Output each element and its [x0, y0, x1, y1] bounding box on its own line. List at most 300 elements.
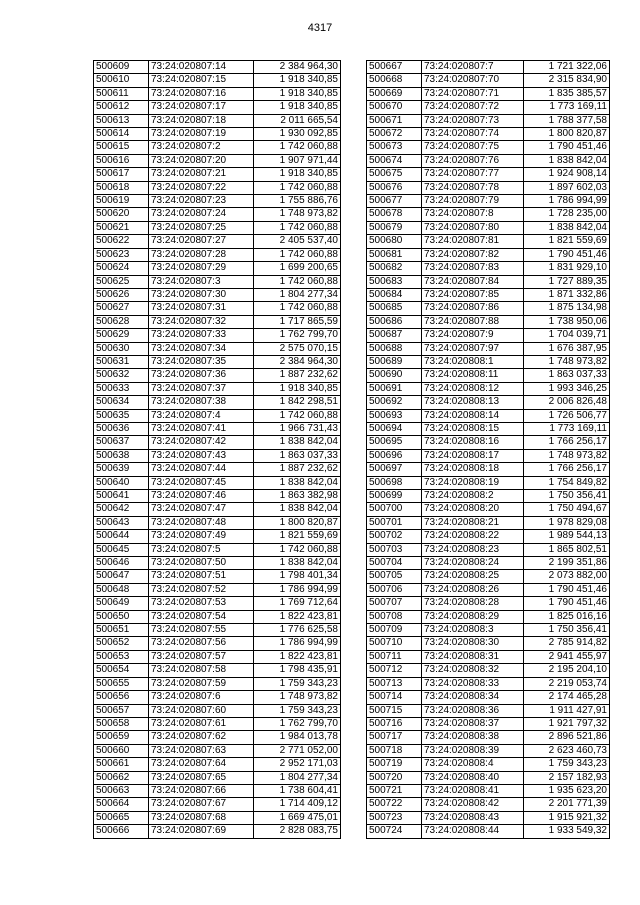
table-row [94, 597, 341, 610]
row-number: 500652 [94, 637, 149, 650]
cadastral-number: 73:24:020807:50 [149, 557, 254, 570]
table-row [94, 637, 341, 650]
cadastral-number: 73:24:020807:53 [149, 597, 254, 610]
cadastral-value: 1 918 340,85 [254, 382, 341, 395]
table-row [367, 288, 610, 301]
table-row [94, 168, 341, 181]
table-row [94, 503, 341, 516]
table-row [94, 355, 341, 368]
row-number: 500625 [94, 275, 149, 288]
table-row [367, 101, 610, 114]
cadastral-value: 1 748 973,82 [524, 449, 610, 462]
cadastral-value: 2 384 964,30 [254, 61, 341, 74]
cadastral-value: 1 822 423,81 [254, 650, 341, 663]
cadastral-number: 73:24:020807:48 [149, 516, 254, 529]
row-number: 500693 [367, 409, 422, 422]
row-number: 500638 [94, 449, 149, 462]
row-number: 500668 [367, 74, 422, 87]
cadastral-value: 1 918 340,85 [254, 168, 341, 181]
cadastral-number: 73:24:020808:18 [422, 463, 524, 476]
cadastral-value: 2 174 465,28 [524, 691, 610, 704]
table-row [367, 449, 610, 462]
table-row [367, 436, 610, 449]
table-row [94, 463, 341, 476]
cadastral-number: 73:24:020807:27 [149, 235, 254, 248]
table-row [94, 181, 341, 194]
row-number: 500678 [367, 208, 422, 221]
cadastral-value: 1 748 973,82 [254, 208, 341, 221]
row-number: 500695 [367, 436, 422, 449]
table-row [367, 597, 610, 610]
cadastral-value: 2 941 455,97 [524, 650, 610, 663]
cadastral-number: 73:24:020807:62 [149, 731, 254, 744]
cadastral-number: 73:24:020808:40 [422, 771, 524, 784]
row-number: 500648 [94, 583, 149, 596]
cadastral-value: 1 750 494,67 [524, 503, 610, 516]
row-number: 500681 [367, 248, 422, 261]
cadastral-value: 2 199 351,86 [524, 557, 610, 570]
table-row [367, 784, 610, 797]
table-row [367, 530, 610, 543]
cadastral-number: 73:24:020807:44 [149, 463, 254, 476]
cadastral-number: 73:24:020807:66 [149, 784, 254, 797]
cadastral-value: 1 726 506,77 [524, 409, 610, 422]
row-number: 500615 [94, 141, 149, 154]
cadastral-value: 2 011 665,54 [254, 114, 341, 127]
cadastral-number: 73:24:020808:29 [422, 610, 524, 623]
table-row [94, 516, 341, 529]
row-number: 500680 [367, 235, 422, 248]
table-row [367, 181, 610, 194]
cadastral-number: 73:24:020807:63 [149, 744, 254, 757]
table-row [367, 195, 610, 208]
cadastral-value: 1 669 475,01 [254, 811, 341, 824]
cadastral-number: 73:24:020807:47 [149, 503, 254, 516]
cadastral-number: 73:24:020808:2 [422, 490, 524, 503]
row-number: 500702 [367, 530, 422, 543]
row-number: 500672 [367, 128, 422, 141]
cadastral-value: 1 897 602,03 [524, 181, 610, 194]
row-number: 500660 [94, 744, 149, 757]
row-number: 500690 [367, 369, 422, 382]
cadastral-value: 1 804 277,34 [254, 771, 341, 784]
cadastral-number: 73:24:020808:32 [422, 664, 524, 677]
cadastral-value: 2 384 964,30 [254, 355, 341, 368]
table-row [94, 369, 341, 382]
row-number: 500705 [367, 570, 422, 583]
cadastral-value: 1 831 929,10 [524, 262, 610, 275]
row-number: 500712 [367, 664, 422, 677]
row-number: 500642 [94, 503, 149, 516]
row-number: 500706 [367, 583, 422, 596]
cadastral-number: 73:24:020808:41 [422, 784, 524, 797]
cadastral-value: 1 842 298,51 [254, 396, 341, 409]
cadastral-value: 1 875 134,98 [524, 302, 610, 315]
table-row [367, 825, 610, 838]
cadastral-value: 1 821 559,69 [254, 530, 341, 543]
table-row [94, 382, 341, 395]
table-row [367, 114, 610, 127]
table-row [367, 610, 610, 623]
cadastral-value: 1 755 886,76 [254, 195, 341, 208]
table-row [367, 463, 610, 476]
row-number: 500621 [94, 221, 149, 234]
table-row [94, 262, 341, 275]
row-number: 500646 [94, 557, 149, 570]
cadastral-value: 1 742 060,88 [254, 275, 341, 288]
cadastral-number: 73:24:020807:23 [149, 195, 254, 208]
row-number: 500697 [367, 463, 422, 476]
table-row [94, 624, 341, 637]
cadastral-number: 73:24:020807:29 [149, 262, 254, 275]
row-number: 500675 [367, 168, 422, 181]
cadastral-number: 73:24:020807:3 [149, 275, 254, 288]
row-number: 500666 [94, 825, 149, 838]
row-number: 500673 [367, 141, 422, 154]
cadastral-value: 1 838 842,04 [254, 476, 341, 489]
row-number: 500633 [94, 382, 149, 395]
table-row [367, 275, 610, 288]
cadastral-value: 1 788 377,58 [524, 114, 610, 127]
row-number: 500722 [367, 798, 422, 811]
table-row [367, 503, 610, 516]
cadastral-value: 2 157 182,93 [524, 771, 610, 784]
cadastral-value: 1 798 401,34 [254, 570, 341, 583]
table-row [367, 369, 610, 382]
cadastral-value: 1 759 343,23 [254, 704, 341, 717]
cadastral-number: 73:24:020808:33 [422, 677, 524, 690]
row-number: 500663 [94, 784, 149, 797]
cadastral-number: 73:24:020807:80 [422, 221, 524, 234]
cadastral-number: 73:24:020807:30 [149, 288, 254, 301]
cadastral-value: 2 623 460,73 [524, 744, 610, 757]
table-row [94, 154, 341, 167]
cadastral-number: 73:24:020807:75 [422, 141, 524, 154]
row-number: 500626 [94, 288, 149, 301]
cadastral-value-table-right [366, 60, 610, 839]
cadastral-number: 73:24:020807:77 [422, 168, 524, 181]
row-number: 500688 [367, 342, 422, 355]
cadastral-value: 1 742 060,88 [254, 181, 341, 194]
cadastral-value: 1 773 169,11 [524, 101, 610, 114]
table-row [367, 396, 610, 409]
table-row [367, 382, 610, 395]
row-number: 500627 [94, 302, 149, 315]
cadastral-number: 73:24:020807:86 [422, 302, 524, 315]
cadastral-number: 73:24:020808:31 [422, 650, 524, 663]
table-row [94, 221, 341, 234]
row-number: 500701 [367, 516, 422, 529]
table-row [367, 315, 610, 328]
cadastral-number: 73:24:020807:36 [149, 369, 254, 382]
row-number: 500656 [94, 691, 149, 704]
cadastral-number: 73:24:020807:64 [149, 758, 254, 771]
row-number: 500620 [94, 208, 149, 221]
cadastral-number: 73:24:020807:38 [149, 396, 254, 409]
cadastral-number: 73:24:020807:16 [149, 87, 254, 100]
cadastral-number: 73:24:020807:65 [149, 771, 254, 784]
table-row [94, 195, 341, 208]
cadastral-number: 73:24:020807:22 [149, 181, 254, 194]
row-number: 500655 [94, 677, 149, 690]
row-number: 500710 [367, 637, 422, 650]
cadastral-value: 1 742 060,88 [254, 248, 341, 261]
table-row [367, 543, 610, 556]
cadastral-number: 73:24:020807:61 [149, 717, 254, 730]
cadastral-number: 73:24:020807:60 [149, 704, 254, 717]
cadastral-number: 73:24:020807:24 [149, 208, 254, 221]
cadastral-number: 73:24:020808:42 [422, 798, 524, 811]
cadastral-value: 2 828 083,75 [254, 825, 341, 838]
cadastral-number: 73:24:020807:57 [149, 650, 254, 663]
row-number: 500613 [94, 114, 149, 127]
table-row [94, 476, 341, 489]
cadastral-number: 73:24:020808:14 [422, 409, 524, 422]
cadastral-number: 73:24:020807:74 [422, 128, 524, 141]
cadastral-value: 1 766 256,17 [524, 463, 610, 476]
table-row [94, 664, 341, 677]
row-number: 500713 [367, 677, 422, 690]
row-number: 500684 [367, 288, 422, 301]
cadastral-number: 73:24:020807:31 [149, 302, 254, 315]
cadastral-value: 1 776 625,58 [254, 624, 341, 637]
row-number: 500618 [94, 181, 149, 194]
table-row [94, 235, 341, 248]
cadastral-value: 1 924 908,14 [524, 168, 610, 181]
row-number: 500683 [367, 275, 422, 288]
row-number: 500617 [94, 168, 149, 181]
row-number: 500651 [94, 624, 149, 637]
cadastral-value: 2 952 171,03 [254, 758, 341, 771]
cadastral-number: 73:24:020807:34 [149, 342, 254, 355]
cadastral-value: 1 786 994,99 [254, 637, 341, 650]
cadastral-value: 1 728 235,00 [524, 208, 610, 221]
cadastral-value: 1 762 799,70 [254, 717, 341, 730]
cadastral-number: 73:24:020807:52 [149, 583, 254, 596]
cadastral-number: 73:24:020807:45 [149, 476, 254, 489]
row-number: 500721 [367, 784, 422, 797]
table-row [367, 637, 610, 650]
cadastral-number: 73:24:020808:15 [422, 422, 524, 435]
row-number: 500614 [94, 128, 149, 141]
row-number: 500711 [367, 650, 422, 663]
cadastral-value: 1 838 842,04 [254, 503, 341, 516]
row-number: 500692 [367, 396, 422, 409]
cadastral-number: 73:24:020807:76 [422, 154, 524, 167]
table-row [367, 329, 610, 342]
row-number: 500630 [94, 342, 149, 355]
row-number: 500629 [94, 329, 149, 342]
cadastral-number: 73:24:020808:22 [422, 530, 524, 543]
row-number: 500700 [367, 503, 422, 516]
cadastral-value: 1 911 427,91 [524, 704, 610, 717]
table-row [94, 704, 341, 717]
cadastral-number: 73:24:020807:41 [149, 422, 254, 435]
row-number: 500649 [94, 597, 149, 610]
table-row [367, 208, 610, 221]
cadastral-number: 73:24:020807:46 [149, 490, 254, 503]
cadastral-number: 73:24:020807:8 [422, 208, 524, 221]
cadastral-value: 1 915 921,32 [524, 811, 610, 824]
cadastral-number: 73:24:020807:2 [149, 141, 254, 154]
cadastral-number: 73:24:020808:37 [422, 717, 524, 730]
cadastral-number: 73:24:020807:9 [422, 329, 524, 342]
table-row [94, 422, 341, 435]
table-row [367, 811, 610, 824]
cadastral-number: 73:24:020808:38 [422, 731, 524, 744]
cadastral-number: 73:24:020807:84 [422, 275, 524, 288]
row-number: 500724 [367, 825, 422, 838]
cadastral-number: 73:24:020807:6 [149, 691, 254, 704]
row-number: 500686 [367, 315, 422, 328]
row-number: 500720 [367, 771, 422, 784]
table-row [367, 771, 610, 784]
cadastral-number: 73:24:020808:1 [422, 355, 524, 368]
row-number: 500714 [367, 691, 422, 704]
cadastral-value: 1 742 060,88 [254, 409, 341, 422]
cadastral-value: 1 865 802,51 [524, 543, 610, 556]
row-number: 500662 [94, 771, 149, 784]
row-number: 500671 [367, 114, 422, 127]
cadastral-number: 73:24:020807:18 [149, 114, 254, 127]
table-row [367, 61, 610, 74]
row-number: 500667 [367, 61, 422, 74]
cadastral-value: 1 800 820,87 [524, 128, 610, 141]
table-row [94, 101, 341, 114]
row-number: 500715 [367, 704, 422, 717]
cadastral-value: 1 835 385,57 [524, 87, 610, 100]
cadastral-number: 73:24:020808:39 [422, 744, 524, 757]
table-row [367, 516, 610, 529]
cadastral-number: 73:24:020807:15 [149, 74, 254, 87]
row-number: 500644 [94, 530, 149, 543]
table-row [94, 128, 341, 141]
cadastral-number: 73:24:020807:42 [149, 436, 254, 449]
row-number: 500610 [94, 74, 149, 87]
page-number: 4317 [307, 22, 333, 34]
table-row [94, 530, 341, 543]
cadastral-value: 1 759 343,23 [254, 677, 341, 690]
row-number: 500699 [367, 490, 422, 503]
table-row [94, 771, 341, 784]
table-row [367, 221, 610, 234]
table-row [94, 449, 341, 462]
cadastral-value: 1 863 037,33 [254, 449, 341, 462]
table-row [367, 704, 610, 717]
cadastral-number: 73:24:020808:34 [422, 691, 524, 704]
cadastral-value: 1 742 060,88 [254, 141, 341, 154]
row-number: 500631 [94, 355, 149, 368]
cadastral-number: 73:24:020807:82 [422, 248, 524, 261]
cadastral-number: 73:24:020808:20 [422, 503, 524, 516]
table-row [94, 677, 341, 690]
table-row [94, 490, 341, 503]
table-row [367, 557, 610, 570]
cadastral-value: 1 742 060,88 [254, 221, 341, 234]
cadastral-number: 73:24:020808:24 [422, 557, 524, 570]
cadastral-value: 1 863 037,33 [524, 369, 610, 382]
cadastral-value: 1 786 994,99 [254, 583, 341, 596]
cadastral-number: 73:24:020807:19 [149, 128, 254, 141]
cadastral-number: 73:24:020807:25 [149, 221, 254, 234]
cadastral-number: 73:24:020807:51 [149, 570, 254, 583]
cadastral-value: 2 771 052,00 [254, 744, 341, 757]
cadastral-number: 73:24:020808:16 [422, 436, 524, 449]
cadastral-value: 1 930 092,85 [254, 128, 341, 141]
table-row [367, 664, 610, 677]
cadastral-number: 73:24:020807:54 [149, 610, 254, 623]
cadastral-number: 73:24:020807:49 [149, 530, 254, 543]
row-number: 500669 [367, 87, 422, 100]
row-number: 500657 [94, 704, 149, 717]
cadastral-value: 1 918 340,85 [254, 87, 341, 100]
table-row [94, 87, 341, 100]
row-number: 500616 [94, 154, 149, 167]
cadastral-value: 1 704 039,71 [524, 329, 610, 342]
row-number: 500624 [94, 262, 149, 275]
table-row [94, 691, 341, 704]
cadastral-number: 73:24:020808:25 [422, 570, 524, 583]
table-row [94, 570, 341, 583]
row-number: 500653 [94, 650, 149, 663]
cadastral-number: 73:24:020807:35 [149, 355, 254, 368]
cadastral-number: 73:24:020807:83 [422, 262, 524, 275]
cadastral-value: 2 006 826,48 [524, 396, 610, 409]
table-row [367, 235, 610, 248]
table-row [367, 624, 610, 637]
cadastral-value: 1 966 731,43 [254, 422, 341, 435]
table-row [367, 490, 610, 503]
row-number: 500643 [94, 516, 149, 529]
table-row [94, 583, 341, 596]
row-number: 500659 [94, 731, 149, 744]
cadastral-number: 73:24:020808:30 [422, 637, 524, 650]
cadastral-number: 73:24:020808:13 [422, 396, 524, 409]
table-row [94, 329, 341, 342]
cadastral-value: 1 742 060,88 [254, 543, 341, 556]
table-row [367, 731, 610, 744]
row-number: 500628 [94, 315, 149, 328]
cadastral-value: 2 405 537,40 [254, 235, 341, 248]
table-row [94, 114, 341, 127]
row-number: 500677 [367, 195, 422, 208]
row-number: 500674 [367, 154, 422, 167]
table-row [367, 248, 610, 261]
row-number: 500641 [94, 490, 149, 503]
cadastral-number: 73:24:020807:88 [422, 315, 524, 328]
table-row [367, 141, 610, 154]
cadastral-value: 1 738 950,06 [524, 315, 610, 328]
cadastral-number: 73:24:020807:14 [149, 61, 254, 74]
cadastral-number: 73:24:020808:19 [422, 476, 524, 489]
cadastral-value: 1 766 256,17 [524, 436, 610, 449]
cadastral-number: 73:24:020807:28 [149, 248, 254, 261]
cadastral-value: 1 676 387,95 [524, 342, 610, 355]
row-number: 500609 [94, 61, 149, 74]
cadastral-value: 1 935 623,20 [524, 784, 610, 797]
cadastral-value: 2 896 521,86 [524, 731, 610, 744]
table-row [94, 731, 341, 744]
table-row [94, 409, 341, 422]
cadastral-number: 73:24:020807:67 [149, 798, 254, 811]
row-number: 500623 [94, 248, 149, 261]
cadastral-number: 73:24:020807:5 [149, 543, 254, 556]
row-number: 500664 [94, 798, 149, 811]
row-number: 500676 [367, 181, 422, 194]
table-row [367, 409, 610, 422]
row-number: 500635 [94, 409, 149, 422]
cadastral-number: 73:24:020807:72 [422, 101, 524, 114]
